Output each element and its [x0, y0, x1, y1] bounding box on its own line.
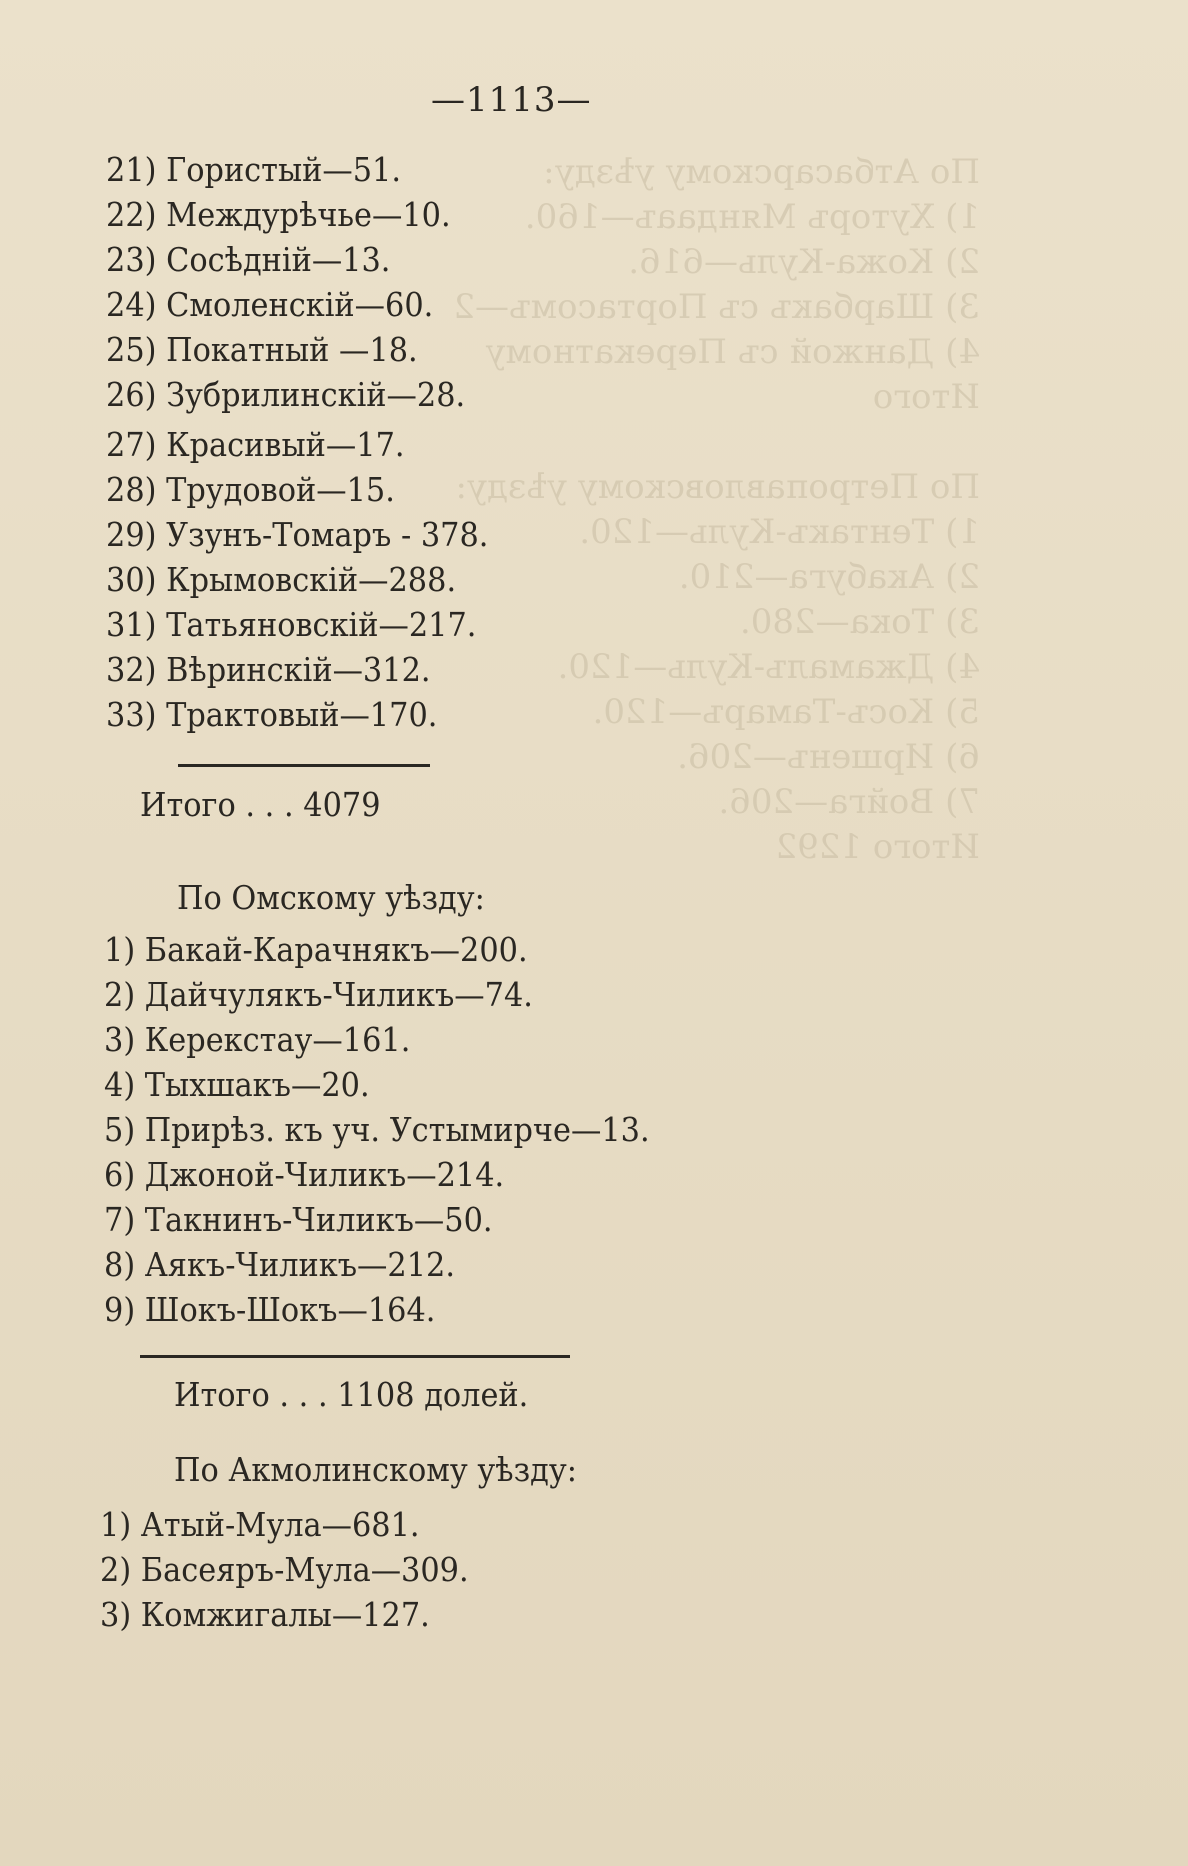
- list-item: 5) Прирѣз. къ уч. Устымирче—13.: [104, 1110, 650, 1149]
- list-item: 28) Трудовой—15.: [106, 470, 395, 509]
- list-item: 9) Шокъ-Шокъ—164.: [104, 1290, 436, 1329]
- page-number: —1113—: [431, 80, 592, 120]
- list-item: 26) Зубрилинскій—28.: [106, 375, 466, 414]
- list-item: 4) Тыхшакъ—20.: [104, 1065, 370, 1104]
- total-rule: [178, 764, 430, 767]
- list-item: 30) Крымовскій—288.: [106, 560, 457, 599]
- section-total: Итого . . . 1108 долей.: [174, 1375, 529, 1414]
- list-item: 27) Красивый—17.: [106, 425, 405, 464]
- list-item: 23) Сосѣдній—13.: [106, 240, 391, 279]
- list-item: 2) Басеяръ-Мула—309.: [100, 1550, 469, 1589]
- list-item: 29) Узунъ-Томаръ - 378.: [106, 515, 489, 554]
- list-item: 8) Аякъ-Чиликъ—212.: [104, 1245, 455, 1284]
- list-item: 1) Атый-Мула—681.: [100, 1505, 420, 1544]
- list-item: 3) Комжигалы—127.: [100, 1595, 430, 1634]
- bleed-through-decoration: По Атбасарскому уѣзду: 1) Хуторъ Мяндааъ—160. 2) Кожа-Куль—616. 3) Шарбакъ съ Портасомъ—2 4) Данжой съ Перекатному Итого По Петропавловскому уѣзду: 1) Тентакъ-Куль—120. 2) Акабуга—210. 3) Тока—280. 4) Джамалъ-Куль—120. 5) Косъ-Тамаръ—120. 6) Иршенъ—206. 7) Войга—206. Итого 1292: [453, 152, 980, 867]
- list-item: 21) Гористый—51.: [106, 150, 402, 189]
- list-item: 33) Трактовый—170.: [106, 695, 438, 734]
- list-item: 3) Керекстау—161.: [104, 1020, 411, 1059]
- list-item: 32) Вѣринскій—312.: [106, 650, 431, 689]
- list-item: 7) Такнинъ-Чиликъ—50.: [104, 1200, 493, 1239]
- section-total: Итого . . . 4079: [140, 785, 381, 824]
- list-item: 22) Междурѣчье—10.: [106, 195, 451, 234]
- section-heading: По Омскому уѣзду:: [177, 878, 485, 917]
- total-rule: [140, 1355, 570, 1358]
- list-item: 24) Смоленскій—60.: [106, 285, 434, 324]
- list-item: 6) Джоной-Чиликъ—214.: [104, 1155, 505, 1194]
- section-heading: По Акмолинскому уѣзду:: [174, 1450, 577, 1489]
- list-item: 2) Дайчулякъ-Чиликъ—74.: [104, 975, 533, 1014]
- list-item: 31) Татьяновскій—217.: [106, 605, 477, 644]
- list-item: 1) Бакай-Карачнякъ—200.: [104, 930, 528, 969]
- list-item: 25) Покатный —18.: [106, 330, 418, 369]
